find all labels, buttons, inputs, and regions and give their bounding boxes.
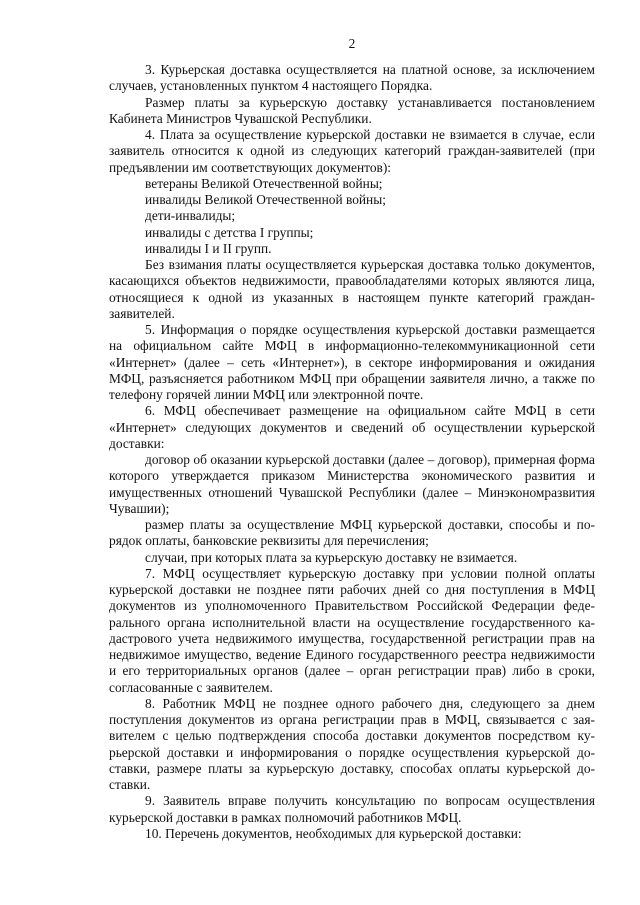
paragraph-free-delivery: Без взимания платы осуществляется курьерская доставка только документов, касающихся объектов недвижимости, правообладателями которых являются лица, относящиеся к одной из указанных в настоящем пункте категорий граждан-заявителей. <box>109 257 595 321</box>
paragraph-free-cases: случаи, при которых плата за курьерскую доставку не взимается. <box>145 549 518 565</box>
page-number: 2 <box>348 36 356 51</box>
paragraph-fee-payment: размер платы за осуществление МФЦ курьерской доставки, способы и порядок оплаты, банковские реквизиты для перечисления; <box>109 517 595 549</box>
paragraph-9: 9. Заявитель вправе получить консультацию по вопросам осуществления курьерской доставки в рамках полномочий работников МФЦ. <box>109 793 595 825</box>
paragraph-5: 5. Информация о порядке осуществления курьерской доставки размещается на официальном сайте МФЦ в информационно-телекоммуникационной сети «Интернет» (далее – сеть «Интернет»), в секторе информирования и ожидания МФЦ, разъясняется работником МФЦ при обращении заявителя лично, а также по телефону горячей линии МФЦ или электронной почте. <box>109 322 595 402</box>
document-body <box>109 62 595 842</box>
list-item: инвалиды I и II групп. <box>145 240 272 256</box>
paragraph-8: 8. Работник МФЦ не позднее одного рабочего дня, следующего за днем поступления документов из органа регистрации прав в МФЦ, связывается с заявителем с целью подтверждения способа доставки документов посредством курьерской доставки и информирования о порядке осуществления курьерской доставки, размере платы за курьерскую доставку, способах оплаты курьерской доставки. <box>109 695 595 792</box>
list-item: ветераны Великой Отечественной войны; <box>145 175 383 191</box>
list-item: инвалиды Великой Отечественной войны; <box>145 192 386 207</box>
paragraph-fee-size: Размер платы за курьерскую доставку устанавливается постановлением Кабинета Министров Чувашской Республики. <box>109 94 595 126</box>
paragraph-4: 4. Плата за осуществление курьерской доставки не взимается в случае, если заявитель относится к одной из следующих категорий граждан-заявителей (при предъявлении им соответствующих документов): <box>109 127 595 175</box>
paragraph-contract: договор об оказании курьерской доставки (далее – договор), примерная форма которого утверждается приказом Министерства экономического развития и имущественных отношений Чувашской Республики (далее – Минэкономразвития Чувашии); <box>109 452 595 516</box>
paragraph-6: 6. МФЦ обеспечивает размещение на официальном сайте МФЦ в сети «Интернет» следующих документов и сведений об осуществлении курьерской доставки: <box>109 403 595 451</box>
list-item: инвалиды с детства I группы; <box>145 224 314 240</box>
paragraph-7: 7. МФЦ осуществляет курьерскую доставку при условии полной оплаты курьерской доставки не позднее пяти рабочих дней со дня поступления в МФЦ документов из уполномоченного Правительством Российской Федерации федерального органа исполнительной власти на осуществление государственного кадастрового учета недвижимого имущества, государственной регистрации прав на недвижимое имущество, ведение Единого государственного реестра недвижимости и его территориальных органов (далее – орган регистрации прав) либо в сроки, согласованные с заявителем. <box>109 565 595 695</box>
paragraph-10: 10. Перечень документов, необходимых для курьерской доставки: <box>145 825 522 841</box>
list-item: дети-инвалиды; <box>145 208 236 224</box>
paragraph-3: 3. Курьерская доставка осуществляется на платной основе, за исключением случаев, установленных пунктом 4 настоящего Порядка. <box>109 62 595 94</box>
